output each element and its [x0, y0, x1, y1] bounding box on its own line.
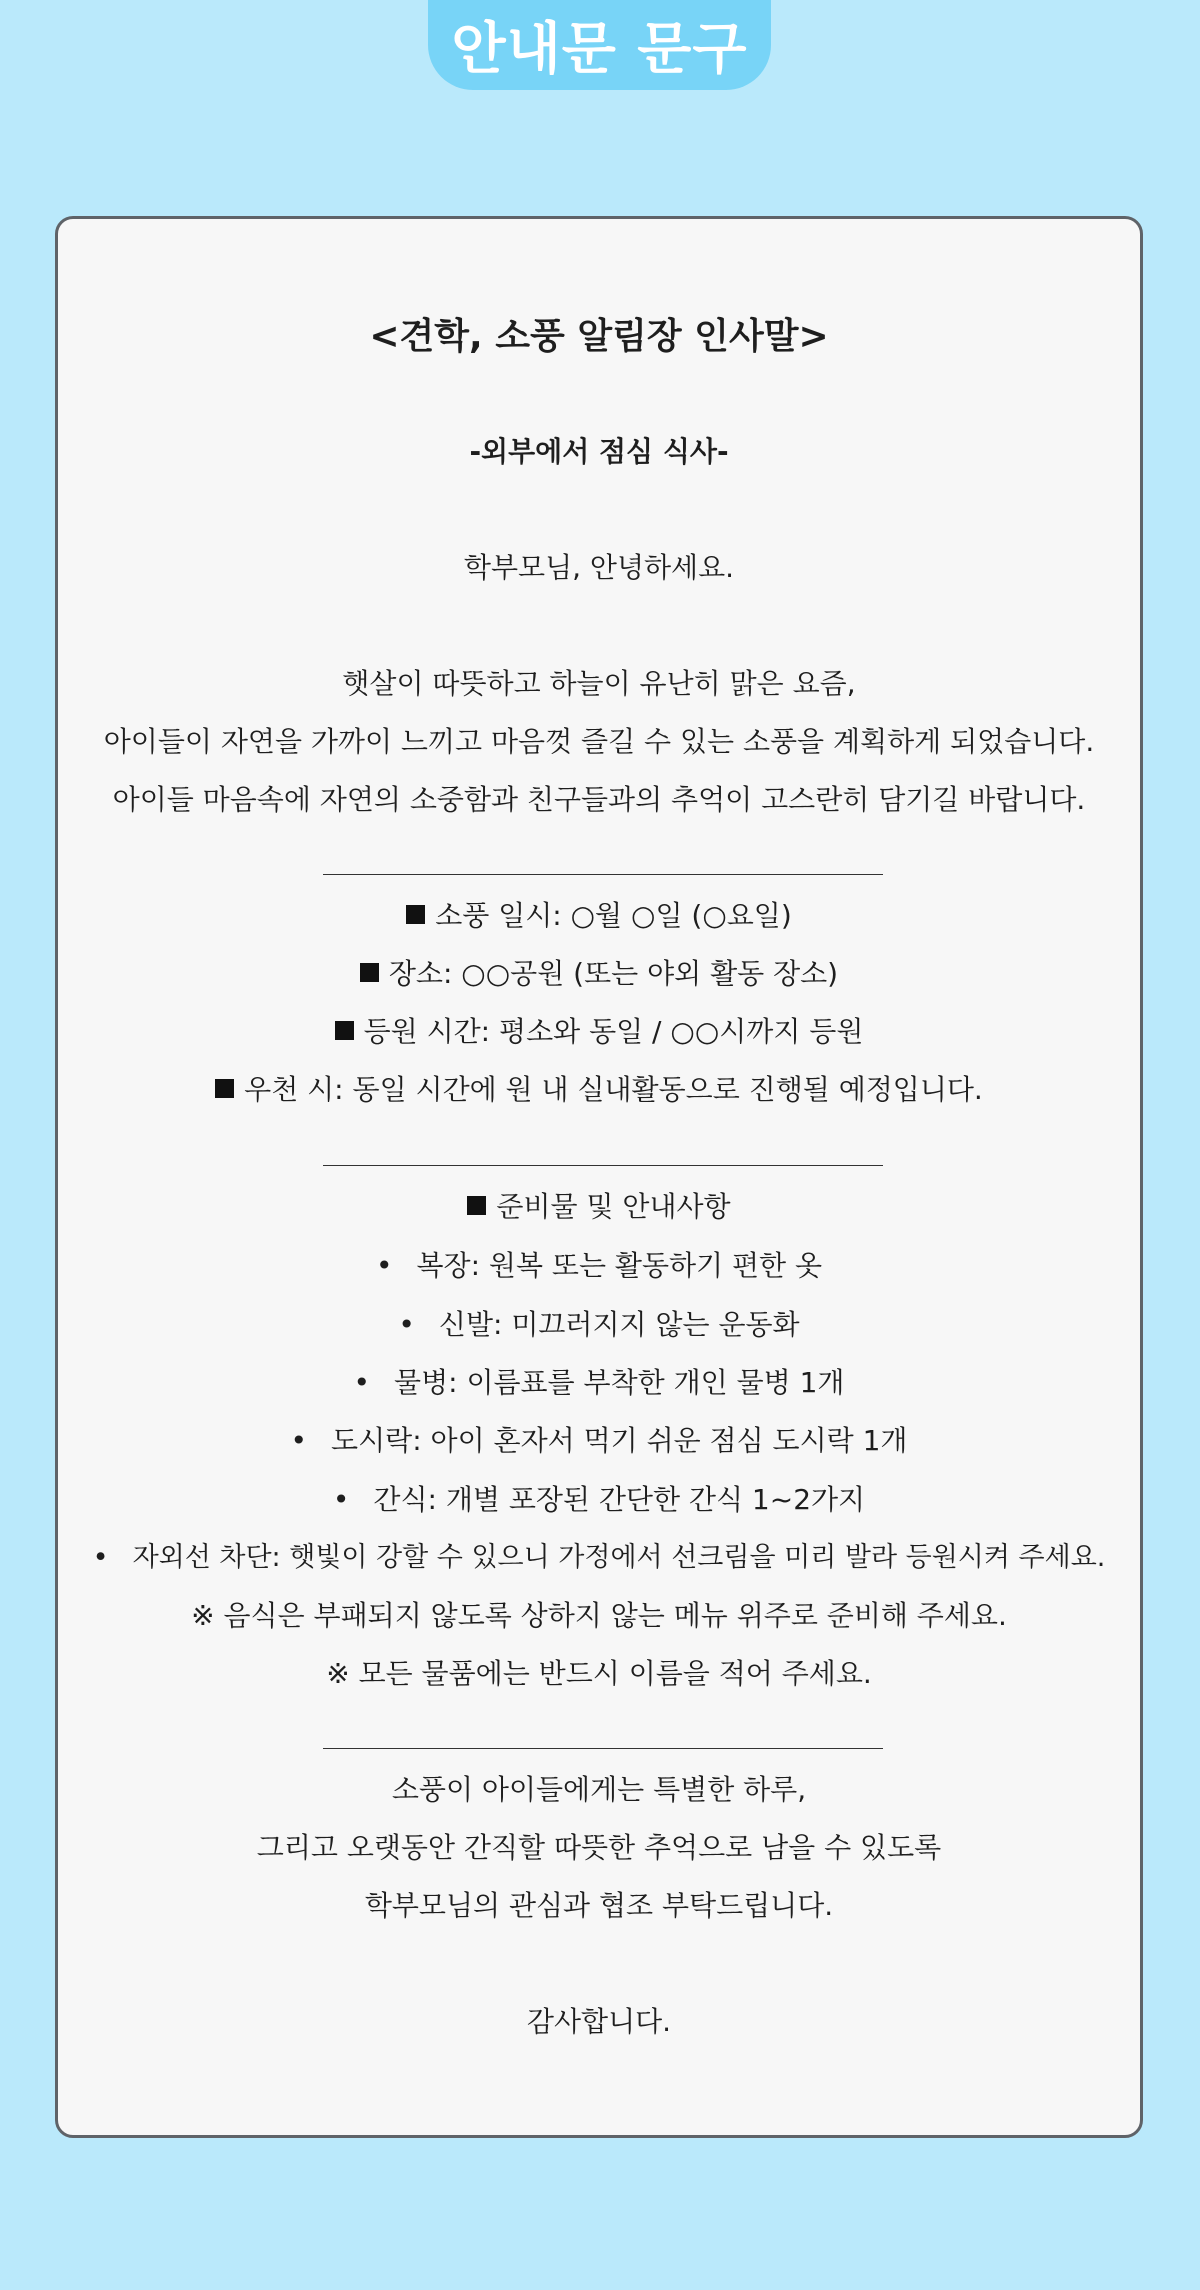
- info-item-place: 장소: ○○공원 (또는 야외 활동 장소): [58, 954, 1140, 994]
- header-title: 안내문 문구: [451, 17, 748, 82]
- bullet-icon: •: [290, 1424, 308, 1457]
- info-item-arrival-time: 등원 시간: 평소와 동일 / ○○시까지 등원: [58, 1012, 1140, 1052]
- bullet-icon: •: [398, 1308, 415, 1341]
- square-bullet-icon: [406, 905, 425, 924]
- info-item-date: 소풍 일시: ○월 ○일 (○요일): [58, 896, 1140, 936]
- divider: [323, 874, 883, 875]
- square-bullet-icon: [215, 1079, 234, 1098]
- closing-line: 그리고 오랫동안 간직할 따뜻한 추억으로 남을 수 있도록: [256, 1831, 942, 1864]
- closing-line: 학부모님의 관심과 협조 부탁드립니다.: [364, 1889, 834, 1922]
- square-bullet-icon: [467, 1196, 486, 1215]
- bullet-icon: •: [353, 1366, 371, 1399]
- bullet-icon: •: [92, 1542, 109, 1573]
- prep-item: • 간식: 개별 포장된 간단한 간식 1~2가지: [58, 1480, 1140, 1520]
- prep-item: • 도시락: 아이 혼자서 먹기 쉬운 점심 도시락 1개: [58, 1421, 1140, 1461]
- square-bullet-icon: [335, 1021, 354, 1040]
- bullet-icon: •: [375, 1249, 393, 1282]
- divider: [323, 1748, 883, 1749]
- notice-subtitle: -외부에서 점심 식사-: [469, 435, 729, 468]
- header-badge: [428, 0, 771, 90]
- note-line: ※ 모든 물품에는 반드시 이름을 적어 주세요.: [326, 1657, 872, 1690]
- prep-item: • 물병: 이름표를 부착한 개인 물병 1개: [58, 1363, 1140, 1403]
- prep-heading: 준비물 및 안내사항: [58, 1187, 1140, 1227]
- thanks-line: 감사합니다.: [526, 2005, 672, 2038]
- prep-item: • 복장: 원복 또는 활동하기 편한 옷: [58, 1246, 1140, 1286]
- bullet-icon: •: [332, 1483, 350, 1516]
- prep-item: • 자외선 차단: 햇빛이 강할 수 있으니 가정에서 선크림을 미리 발라 등원시켜 주세요.: [58, 1538, 1140, 1578]
- intro-line: 아이들 마음속에 자연의 소중함과 친구들과의 추억이 고스란히 담기길 바랍니다.: [112, 783, 1086, 816]
- intro-line: 햇살이 따뜻하고 하늘이 유난히 맑은 요즘,: [342, 667, 856, 700]
- prep-item: • 신발: 미끄러지지 않는 운동화: [58, 1305, 1140, 1345]
- info-item-rain: 우천 시: 동일 시간에 원 내 실내활동으로 진행될 예정입니다.: [58, 1070, 1140, 1110]
- greeting: 학부모님, 안녕하세요.: [463, 551, 735, 584]
- square-bullet-icon: [360, 963, 379, 982]
- note-line: ※ 음식은 부패되지 않도록 상하지 않는 메뉴 위주로 준비해 주세요.: [191, 1599, 1007, 1632]
- closing-line: 소풍이 아이들에게는 특별한 하루,: [391, 1773, 807, 1806]
- notice-title: <견학, 소풍 알림장 인사말>: [369, 316, 829, 357]
- intro-line: 아이들이 자연을 가까이 느끼고 마음껏 즐길 수 있는 소풍을 계획하게 되었습니다.: [103, 725, 1095, 758]
- notice-card: [55, 216, 1143, 2138]
- divider: [323, 1165, 883, 1166]
